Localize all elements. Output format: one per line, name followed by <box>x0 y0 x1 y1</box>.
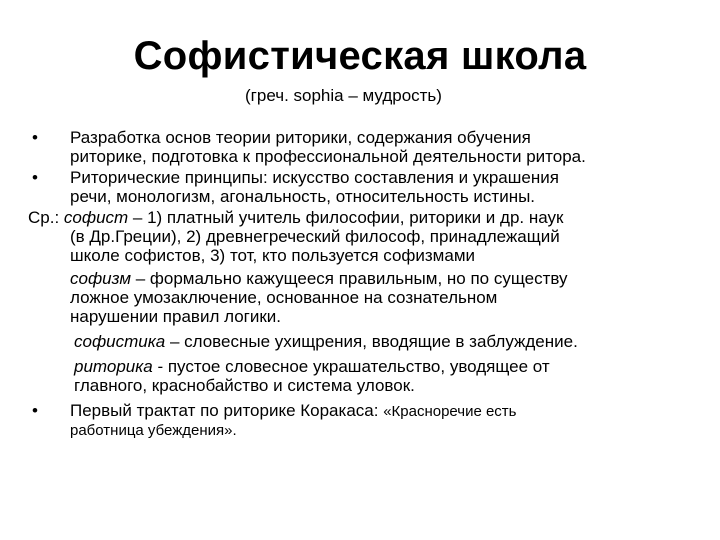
bullet-text-line: Разработка основ теории риторики, содержания обучения <box>70 128 531 147</box>
bullet-item-principles <box>28 168 708 206</box>
definition-term: софист <box>63 208 129 227</box>
definition-line: школе софистов, 3) тот, кто пользуется софизмами <box>70 246 476 265</box>
definition-term: софистика <box>74 332 166 351</box>
quote-text-line: работница убеждения». <box>70 422 237 439</box>
bullet-text-line: Риторические принципы: искусство составления и украшения <box>70 168 559 187</box>
definition-rhetoric <box>28 357 708 395</box>
bullet-text-line: речи, монологизм, агональность, относительность истины. <box>70 187 536 206</box>
definition-line <box>28 208 708 227</box>
definition-line: ложное умозаключение, основанное на сознательном <box>70 288 498 307</box>
definition-line <box>74 332 708 351</box>
bullet-item-korax <box>28 401 708 440</box>
definition-line: нарушении правил логики. <box>70 307 282 326</box>
bullet-icon: • <box>32 128 38 147</box>
bullet-text-line: риторике, подготовка к профессиональной деятельности ритора. <box>70 147 586 166</box>
definition-text: – формально кажущееся правильным, но по существу <box>130 269 568 288</box>
definition-text: – словесные ухищрения, вводящие в заблуждение. <box>165 332 578 351</box>
compare-prefix: Ср.: <box>28 208 64 227</box>
slide-title: Софистическая школа <box>133 34 587 78</box>
definition-sophistry <box>28 332 708 351</box>
bullet-text: Первый трактат по риторике Коракаса: <box>70 401 384 420</box>
definition-line <box>70 269 708 288</box>
quote-text: «Красноречие есть <box>383 403 517 420</box>
bullet-item-theory <box>28 128 708 166</box>
definition-term: софизм <box>70 269 131 288</box>
definition-line: главного, краснобайство и система уловок. <box>74 376 415 395</box>
bullet-text-line <box>70 401 708 421</box>
definition-line <box>74 357 708 376</box>
definition-sophism <box>28 269 708 326</box>
compare-definition-sophist <box>28 208 708 265</box>
definition-text: – 1) платный учитель философии, риторики и др. наук <box>128 208 564 227</box>
slide-body <box>28 128 708 442</box>
bullet-icon: • <box>32 168 38 187</box>
definition-text: - пустое словесное украшательство, уводящее от <box>152 357 550 376</box>
definition-term: риторика <box>74 357 153 376</box>
slide-subtitle: (греч. sophia – мудрость) <box>245 86 442 105</box>
definition-line: (в Др.Греции), 2) древнегреческий философ, принадлежащий <box>70 227 560 246</box>
bullet-icon: • <box>32 401 38 420</box>
